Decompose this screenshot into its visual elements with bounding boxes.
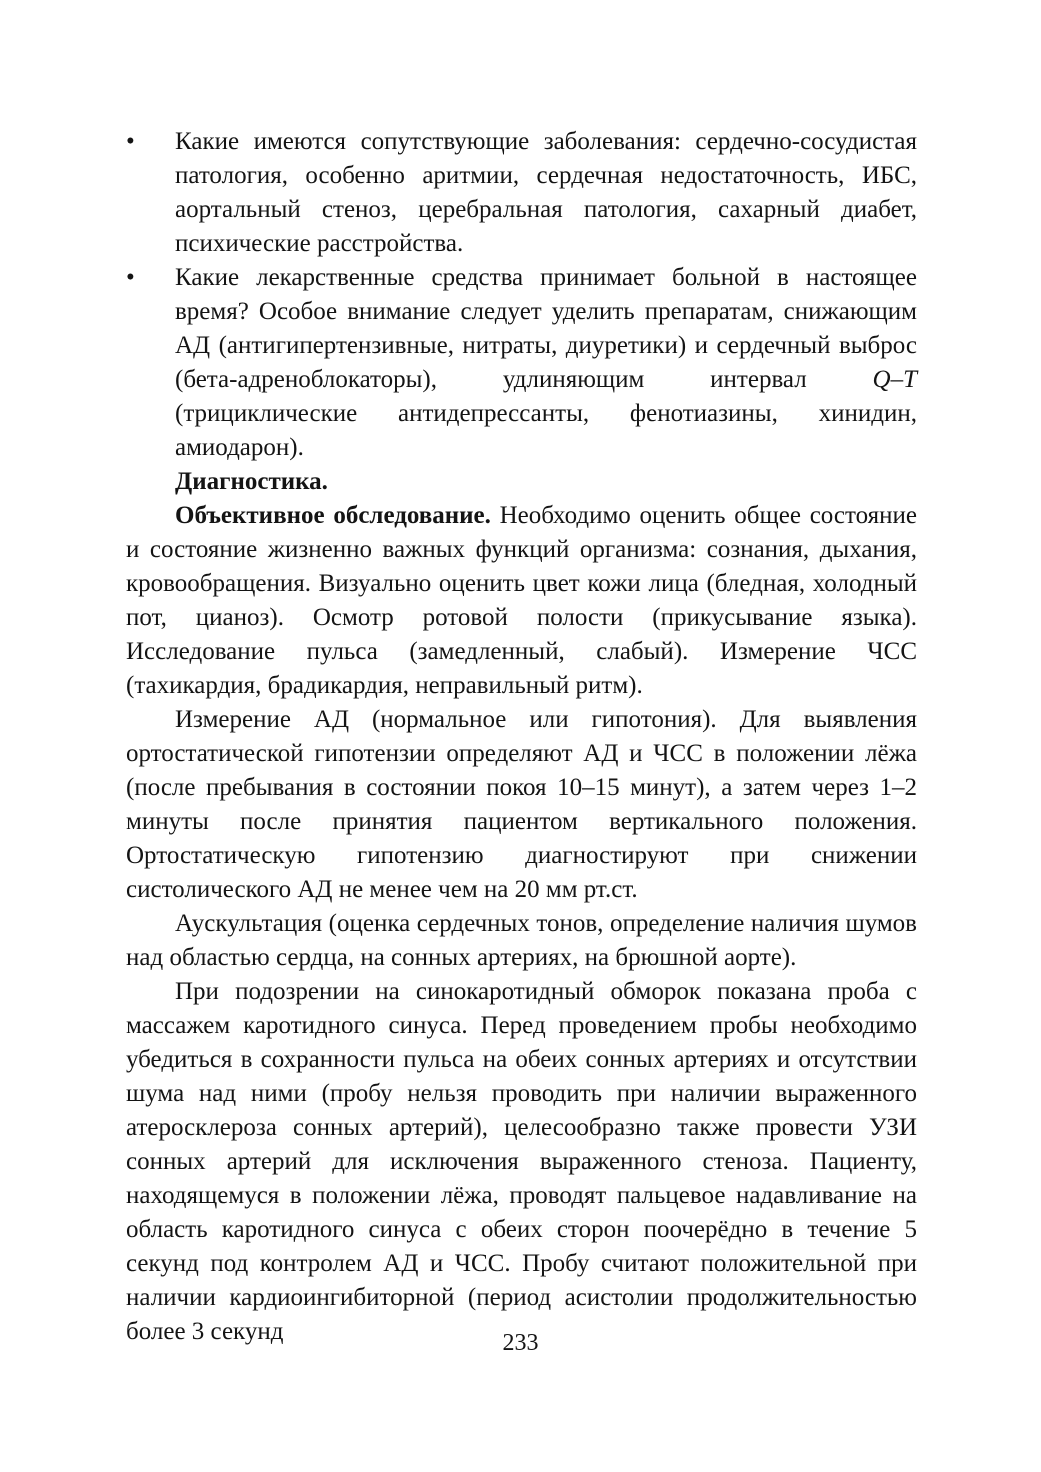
paragraph-objective-exam <box>126 499 917 703</box>
qt-interval-italic: Q–T <box>872 366 917 393</box>
bullet-item-medications <box>126 261 917 465</box>
paragraph-carotid-massage: При подозрении на синокаротидный обморок показана проба с массажем каротидного синуса. Перед проведением пробы необходимо убедиться в сохранности пульса на обеих сонных артериях и отсутствии шума над ними (пробу нельзя проводить при наличии выраженного атеросклероза сонных артерий), целесообразно также провести УЗИ сонных артерий для исключения выраженного стеноза. Пациенту, находящемуся в положении лёжа, проводят пальцевое надавливание на область каротидного синуса с обеих сторон поочерёдно в течение 5 секунд под контролем АД и ЧСС. Пробу считают положительной при наличии кардиоингибиторной (период асистолии продолжительностью более 3 секунд <box>126 978 917 1345</box>
page-body <box>126 125 917 1349</box>
bullet-text-continued: (трициклические антидепрессанты, фенотиазины, хинидин, амиодарон). <box>175 400 917 461</box>
bullet-text: Какие лекарственные средства принимает больной в настоящее время? Особое внимание следует уделить препаратам, снижающим АД (антигипертензивные, нитраты, диуретики) и сердечный выброс (бета-адреноблокаторы), удлиняющим интервал <box>175 264 917 393</box>
bullet-marker: • <box>126 264 135 291</box>
paragraph-lead: Объективное обследование. <box>175 502 491 529</box>
paragraph-auscultation: Аускультация (оценка сердечных тонов, определение наличия шумов над областью сердца, на сонных артериях, на брюшной аорте). <box>126 910 917 971</box>
page-number: 233 <box>502 1330 539 1356</box>
bullet-text: Какие имеются сопутствующие заболевания: сердечно-сосудистая патология, особенно аритмии, сердечная недостаточность, ИБС, аортальный стеноз, церебральная патология, сахарный диабет, психические расстройства. <box>175 128 917 257</box>
bullet-marker: • <box>126 128 135 155</box>
section-heading: Диагностика. <box>175 468 328 495</box>
paragraph-text: Необходимо оценить общее состояние и состояние жизненно важных функций организма: сознания, дыхания, кровообращения. Визуально оценить цвет кожи лица (бледная, холодный пот, цианоз). Осмотр ротовой полости (прикусывание языка). Исследование пульса (замедленный, слабый). Измерение ЧСС (тахикардия, брадикардия, неправильный ритм). <box>126 502 917 699</box>
bullet-item-comorbidities <box>126 125 917 261</box>
paragraph-blood-pressure: Измерение АД (нормальное или гипотония). Для выявления ортостатической гипотензии определяют АД и ЧСС в положении лёжа (после пребывания в состоянии покоя 10–15 минут), а затем через 1–2 минуты после принятия пациентом вертикального положения. Ортостатическую гипотензию диагностируют при снижении систолического АД не менее чем на 20 мм рт.ст. <box>126 706 917 903</box>
